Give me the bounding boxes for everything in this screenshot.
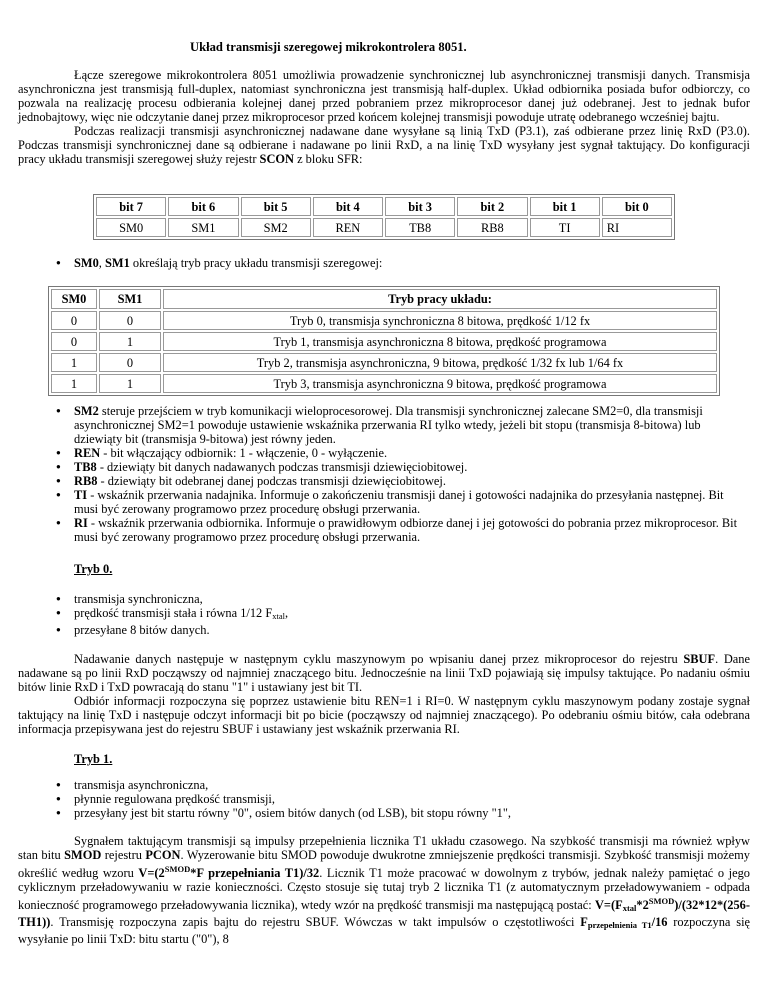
tryb1-heading: Tryb 1. [74, 752, 113, 766]
tryb0-receive-paragraph: Odbiór informacji rozpoczyna się poprzez ustawienie bitu REN=1 i RI=0. W następnym cyklu maszynowym podany zostaje sygnał taktujący na linię TxD i następuje odczyt informacji bit po bicie (począwszy od najmniej znaczącego). Po odebraniu ośmiu bitów, cała odebrana informacja przepisywana jest do rejestru SBUF i ustawiany jest wskaźnik przerwania RI. [18, 694, 750, 736]
mode-cell-description: Tryb 0, transmisja synchroniczna 8 bitowa, prędkość 1/12 fx [163, 311, 717, 330]
mode-cell-sm0: 1 [51, 353, 97, 372]
mode-cell-sm1: 0 [99, 311, 161, 330]
bit-description-item [18, 488, 750, 516]
mode-table-row [51, 353, 717, 372]
sm0-label: SM0 [74, 256, 99, 270]
pcon-register-name: PCON [145, 848, 181, 862]
bit-description: steruje przejściem w tryb komunikacji wieloprocesorowej. Dla transmisji synchronicznej zalecane SM2=0, dla transmisji asynchronicznej SM2=1 powoduje ustawienie wskaźnika przerwania RI tylko wtedy, jeżeli bit stopu (transmisja 8-bitowa) lub dziewiąty bit (transmisja 9-bitowa) jest równy jeden. [74, 404, 703, 446]
mode-table-header-row [51, 289, 717, 309]
scon-bit-label: bit 0 [602, 197, 672, 216]
document-title: Układ transmisji szeregowej mikrokontrolera 8051. [190, 40, 467, 54]
mode-cell-sm0: 0 [51, 332, 97, 351]
scon-bit-label: bit 6 [168, 197, 238, 216]
mode-cell-description: Tryb 2, transmisja asynchroniczna, 9 bitowa, prędkość 1/32 fx lub 1/64 fx [163, 353, 717, 372]
scon-bit-name: TB8 [385, 218, 455, 237]
tryb1-list [18, 778, 750, 820]
scon-bit-label: bit 3 [385, 197, 455, 216]
smod-bit-name: SMOD [64, 848, 102, 862]
tryb0-heading: Tryb 0. [74, 562, 113, 576]
bit-name: RB8 [74, 474, 98, 488]
formula-frequency [580, 915, 667, 929]
formula-2-end: )/(32*12*(256-TH1)) [18, 898, 750, 929]
formula-2-start: V=(F [594, 898, 623, 912]
formula-1-smod-sup: SMOD [164, 864, 191, 874]
bit-name: SM2 [74, 404, 99, 418]
mode-cell-sm1: 1 [99, 332, 161, 351]
bit-description: - bit włączający odbiornik: 1 - włączenie, 0 - wyłączenie. [100, 446, 388, 460]
formula-3-end: /16 [651, 915, 668, 929]
scon-bit-label: bit 2 [457, 197, 527, 216]
scon-bit-name: REN [313, 218, 383, 237]
sm-separator: , [98, 256, 105, 270]
scon-bit-name: SM2 [241, 218, 311, 237]
sm1-label: SM1 [105, 256, 130, 270]
scon-bit-label: bit 5 [241, 197, 311, 216]
mode-table-row [51, 374, 717, 393]
tryb1-item: ● płynnie regulowana prędkość transmisji, [18, 792, 750, 806]
formula-1-start: V=(2 [138, 866, 165, 880]
tryb0-speed-text: prędkość transmisji stała i równa 1/12 F [74, 606, 273, 620]
tryb0-transmit-tail: . Dane nadawane są po linii RxD począwszy od najmniej znaczącego bitu. Jednocześnie na linii TxD pojawiają się impulsy taktujące. Po nadaniu ośmiu bitów linie RxD i TxD powracają do stanu "1" i ustawiany jest bit TI. [18, 652, 750, 694]
tryb0-list [18, 592, 750, 637]
tryb0-speed-end: , [284, 606, 289, 620]
scon-register-name: SCON [259, 152, 294, 166]
formula-3-start: F [580, 915, 588, 929]
scon-bit-table [93, 194, 675, 240]
scon-intro-paragraph [18, 124, 750, 166]
bit-description: - wskaźnik przerwania odbiornika. Informuje o prawidłowym odbiorze danej i jej gotowości do pobrania przez mikroprocesor. Bit musi być zerowany programowo przez procedurę obsługi przerwania. [74, 516, 738, 544]
bit-description-item [18, 516, 750, 544]
tryb1-text-f: rozpoczyna się wysyłanie po linii TxD: bitu startu ("0"), 8 [18, 915, 751, 946]
scon-bit-label: bit 4 [313, 197, 383, 216]
sm-bullet-item [18, 256, 750, 270]
bit-name: RI [74, 516, 88, 530]
tryb1-item: ● przesyłany jest bit startu równy "0", osiem bitów danych (od LSB), bit stopu równy "1", [18, 806, 750, 820]
mode-header-sm0: SM0 [51, 289, 97, 309]
mode-cell-sm1: 1 [99, 374, 161, 393]
mode-cell-sm1: 0 [99, 353, 161, 372]
scon-bit-name: RI [602, 218, 672, 237]
formula-3-sub: przepełnienia T1 [587, 920, 652, 930]
bit-description-item [18, 460, 750, 474]
bit-description-item [18, 404, 750, 446]
tryb1-text-a: Sygnałem taktującym transmisji są impulsy przepełnienia licznika T1 układu czasowego. Na szybkość transmisji ma również wpływ stan bitu [18, 834, 750, 862]
scon-bit-name-row [96, 218, 672, 237]
formula-2-xtal-sub: xtal [622, 903, 637, 913]
tryb0-item [18, 606, 750, 623]
bit-description: - dziewiąty bit danych nadawanych podczas transmisji dziewięciobitowej. [96, 460, 468, 474]
mode-table-row [51, 332, 717, 351]
tryb0-transmit-paragraph [18, 652, 750, 694]
scon-bit-label: bit 7 [96, 197, 166, 216]
bit-name: TB8 [74, 460, 97, 474]
tryb1-text-e: . Transmisję rozpoczyna zapis bajtu do rejestru SBUF. Wówczas w takt impulsów o częstotliwości [50, 915, 581, 929]
tryb1-paragraph [18, 834, 750, 946]
bit-description-list [18, 404, 750, 544]
formula-speed-1 [138, 866, 319, 880]
formula-1-end: *F przepełniania T1)/32 [190, 866, 320, 880]
tryb0-item: ● transmisja synchroniczna, [18, 592, 750, 606]
sbuf-register-name: SBUF [683, 652, 716, 666]
formula-2-mid: *2 [636, 898, 649, 912]
scon-bit-name: TI [530, 218, 600, 237]
mode-cell-sm0: 1 [51, 374, 97, 393]
mode-header-sm1: SM1 [99, 289, 161, 309]
scon-bit-label: bit 1 [530, 197, 600, 216]
scon-bit-name: SM0 [96, 218, 166, 237]
tryb0-transmit-text: Nadawanie danych następuje w następnym cyklu maszynowym po wpisaniu danej przez mikroprocesor do rejestru [74, 652, 684, 666]
tryb1-text-d: . Licznik T1 może pracować w dowolnym z trybów, jednak należy pamiętać o jego cyklicznym przeładowywaniu w razie konieczności. Często stosuje się tutaj tryb 2 licznika T1 (z automatycznym przeładowywaniem - odpada konieczność programowego przeładowywania licznika), wtedy wzór na prędkość transmisji ma następującą postać: [18, 866, 751, 912]
mode-cell-description: Tryb 1, transmisja asynchroniczna 8 bitowa, prędkość programowa [163, 332, 717, 351]
bit-description: - wskaźnik przerwania nadajnika. Informuje o zakończeniu transmisji danej i gotowości nadajnika do przesyłania następnej. Bit musi być zerowany programowo przez procedurę obsługi przerwania. [74, 488, 724, 516]
mode-cell-description: Tryb 3, transmisja asynchroniczna 9 bitowa, prędkość programowa [163, 374, 717, 393]
tryb1-item: ● transmisja asynchroniczna, [18, 778, 750, 792]
mode-table-row [51, 311, 717, 330]
bit-description-item [18, 474, 750, 488]
sm-bullet-list [18, 256, 750, 270]
mode-header-description: Tryb pracy układu: [163, 289, 717, 309]
mode-table [48, 286, 720, 396]
scon-bit-name: RB8 [457, 218, 527, 237]
scon-intro-tail: z bloku SFR: [293, 152, 363, 166]
intro-paragraph: Łącze szeregowe mikrokontrolera 8051 umożliwia prowadzenie synchronicznej lub asynchronicznej transmisji danych. Transmisja asynchroniczna jest transmisją full-duplex, natomiast synchroniczna jest transmisją half-duplex. Układ odbiornika posiada bufor odbiorczy, co pozwala na realizację procesu odbierania kolejnej danej przed pobraniem przez mikroprocesor danej już odebranej. Jest to jednak bufor jednobajtowy, więc nie odczytanie danej przez mikroprocesor przed końcem kolejnej transmisji powoduje utratę odebranego wcześniej bajtu. [18, 68, 750, 124]
bit-name: REN [74, 446, 101, 460]
bit-description: - dziewiąty bit odebranej danej podczas transmisji dziewięciobitowej. [97, 474, 446, 488]
sm-description: określają tryb pracy układu transmisji szeregowej: [129, 256, 383, 270]
xtal-subscript: xtal [272, 611, 285, 621]
scon-bit-name: SM1 [168, 218, 238, 237]
bit-name: TI [74, 488, 88, 502]
scon-bit-header-row [96, 197, 672, 216]
mode-cell-sm0: 0 [51, 311, 97, 330]
tryb1-text-c: . Wyzerowanie bitu SMOD powoduje dwukrotne zmniejszenie prędkości transmisji. Szybkość transmisji możemy określić według wzoru [18, 848, 750, 880]
bit-description-item [18, 446, 750, 460]
scon-intro-text: Podczas realizacji transmisji asynchronicznej nadawane dane wysyłane są linią TxD (P3.1), zaś odbierane przez linię RxD (P3.0). Podczas transmisji synchronicznej dane są odbierane i nadawane po linii RxD, a na linię TxD wysyłany jest sygnał taktujący. Do konfiguracji pracy układu transmisji szeregowej służy rejestr [18, 124, 750, 166]
tryb0-item: ● przesyłane 8 bitów danych. [18, 623, 750, 637]
formula-2-smod-sup: SMOD [648, 896, 675, 906]
tryb1-text-b: rejestru [101, 848, 146, 862]
